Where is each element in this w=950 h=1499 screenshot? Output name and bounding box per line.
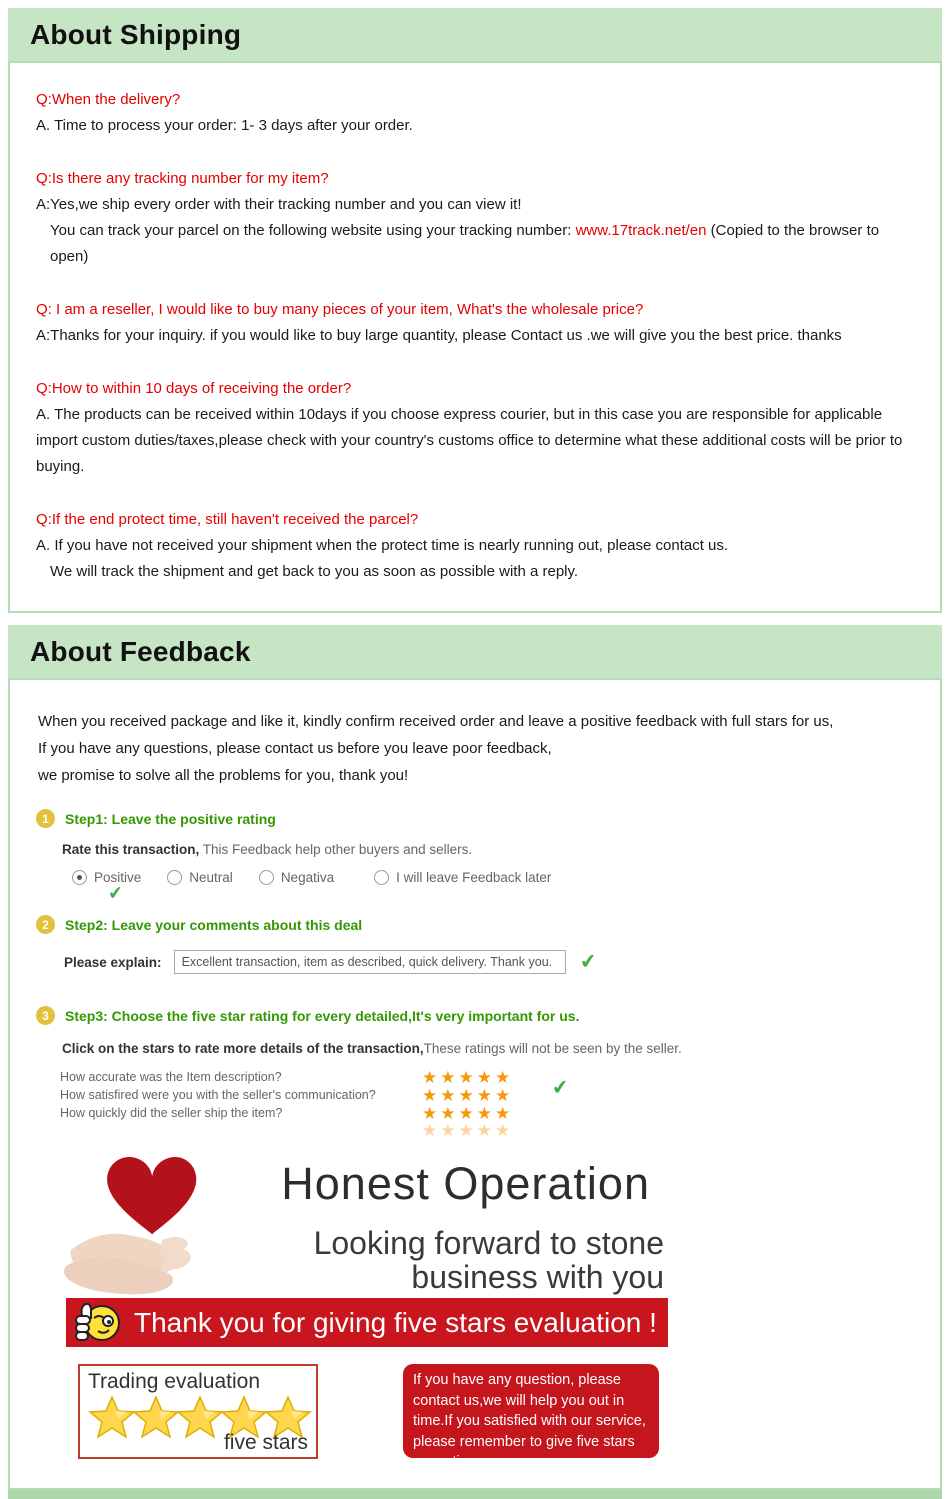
rating-question: How accurate was the Item description?: [60, 1070, 282, 1084]
click-stars-row: [62, 1041, 916, 1056]
trading-evaluation-box: [78, 1364, 318, 1459]
qa-item: [36, 297, 914, 349]
rating-row: [60, 1068, 620, 1086]
tracking-text-suffix: (Copied to the browser to open): [50, 222, 880, 265]
check-icon: ✔: [106, 882, 125, 904]
please-explain-label: Please explain:: [64, 954, 162, 970]
radio-option-negative[interactable]: [259, 870, 334, 885]
qa-item: [36, 507, 914, 585]
rating-row: [60, 1086, 620, 1104]
answer-text: A:Yes,we ship every order with their tracking number and you can view it!: [36, 196, 522, 213]
step2-number-badge: 2: [36, 915, 55, 934]
radio-label: Neutral: [189, 869, 233, 885]
feedback-content-box: [8, 678, 942, 1490]
radio-label: I will leave Feedback later: [396, 869, 552, 885]
qa-item: [36, 87, 914, 139]
step3-title: Step3: Choose the five star rating for every detailed,It's very important for us.: [65, 1007, 580, 1024]
bottom-green-strip: [8, 1490, 942, 1499]
answer-text: We will track the shipment and get back to you as soon as possible with a reply.: [50, 563, 579, 580]
radio-label: Positive: [94, 869, 142, 885]
question-text: Q:Is there any tracking number for my item?: [36, 170, 329, 187]
radio-button[interactable]: [259, 870, 274, 885]
radio-button[interactable]: [374, 870, 389, 885]
gold-star-icon: [132, 1395, 180, 1439]
tracking-link[interactable]: www.17track.net/en: [575, 222, 707, 239]
step2-title-row: [36, 915, 916, 934]
answer-text: A. The products can be received within 10days if you choose express courier, but in this case you are responsible for applicable import custom duties/taxes,please check with your country's customs office to determine what these additional costs will be prior to buying.: [36, 406, 903, 475]
click-stars-label: Click on the stars to rate more details of the transaction,: [62, 1041, 424, 1056]
bottom-row: [78, 1364, 916, 1470]
thank-you-ribbon: [66, 1298, 668, 1347]
partial-star-row: ★★★★★: [422, 1121, 514, 1140]
shipping-header-band: [8, 8, 942, 61]
contact-reminder-box: If you have any question, please contact us,we will help you out in time.If you satisfied with our service, please remember to give five stars evauation.: [403, 1364, 659, 1458]
question-text: Q:If the end protect time, still haven't received the parcel?: [36, 511, 419, 528]
step1-title-row: [36, 809, 916, 828]
intro-line: we promise to solve all the problems for you, thank you!: [38, 767, 409, 784]
please-explain-row: [64, 950, 916, 974]
radio-option-positive[interactable]: [72, 870, 141, 885]
radio-button-selected[interactable]: [72, 870, 87, 885]
feedback-title: About Feedback: [30, 635, 251, 667]
question-text: Q:How to within 10 days of receiving the order?: [36, 380, 352, 397]
five-star-rating[interactable]: ★★★★★: [422, 1067, 514, 1087]
click-stars-note: These ratings will not be seen by the seller.: [423, 1041, 682, 1056]
gold-star-icon: [88, 1395, 136, 1439]
banner-text: [281, 1158, 664, 1294]
banner-subline-2: business with you: [411, 1259, 664, 1295]
heart-in-hands-icon: [66, 1154, 256, 1300]
check-icon: ✔: [550, 1076, 570, 1100]
step1-number-badge: 1: [36, 809, 55, 828]
thumbs-up-smiley-icon: [72, 1300, 124, 1346]
five-stars-caption: five stars: [223, 1431, 308, 1454]
step3-title-row: [36, 1006, 916, 1025]
gold-star-icon: [176, 1395, 224, 1439]
rate-transaction-row: [62, 842, 916, 857]
radio-option-neutral[interactable]: [167, 870, 233, 885]
banner-subline: [281, 1226, 664, 1294]
trading-evaluation-title: Trading evaluation: [88, 1370, 260, 1393]
comment-input[interactable]: [174, 950, 566, 974]
qa-item: [36, 166, 914, 270]
tracking-text-prefix: You can track your parcel on the following website using your tracking number:: [50, 222, 576, 239]
answer-text: [36, 218, 914, 270]
qa-item: [36, 376, 914, 480]
answer-text: A. Time to process your order: 1- 3 days after your order.: [36, 117, 413, 134]
rating-question: How quickly did the seller ship the item?: [60, 1106, 283, 1120]
banner-headline: Honest Operation: [281, 1158, 650, 1209]
answer-text: A. If you have not received your shipment when the protect time is nearly running out, please contact us.: [36, 537, 729, 554]
rating-options-row: [72, 867, 916, 904]
radio-option-later[interactable]: [374, 870, 551, 885]
check-icon: ✔: [578, 950, 598, 974]
question-text: Q: I am a reseller, I would like to buy many pieces of your item, What's the wholesale price?: [36, 301, 644, 318]
step2-title: Step2: Leave your comments about this deal: [65, 916, 363, 933]
shipping-title: About Shipping: [30, 18, 242, 50]
shipping-content-box: [8, 61, 942, 613]
intro-line: When you received package and like it, kindly confirm received order and leave a positive feedback with full stars for us,: [38, 713, 834, 730]
radio-label: Negativa: [280, 869, 335, 885]
feedback-intro: [38, 708, 916, 789]
banner-subline-1: Looking forward to stone: [313, 1225, 664, 1261]
feedback-header-band: [8, 625, 942, 678]
rating-row: [60, 1104, 620, 1122]
five-star-rating[interactable]: ★★★★★: [422, 1103, 514, 1123]
step3-number-badge: 3: [36, 1006, 55, 1025]
step1-title: Step1: Leave the positive rating: [65, 810, 276, 827]
banner-top: [66, 1152, 668, 1298]
rate-transaction-note: This Feedback help other buyers and sellers.: [199, 842, 473, 857]
thank-you-text: Thank you for giving five stars evaluation !: [134, 1306, 657, 1338]
rating-question: How satisfired were you with the seller's communication?: [60, 1088, 376, 1102]
five-star-rating[interactable]: ★★★★★: [422, 1085, 514, 1105]
radio-button[interactable]: [167, 870, 182, 885]
detail-ratings: [60, 1067, 620, 1140]
intro-line: If you have any questions, please contact us before you leave poor feedback,: [38, 740, 552, 757]
answer-text: A:Thanks for your inquiry. if you would like to buy large quantity, please Contact us .we will give you the best price. thanks: [36, 327, 842, 344]
question-text: Q:When the delivery?: [36, 91, 181, 108]
honest-operation-banner: [66, 1152, 668, 1347]
rate-transaction-label: Rate this transaction,: [62, 842, 200, 857]
